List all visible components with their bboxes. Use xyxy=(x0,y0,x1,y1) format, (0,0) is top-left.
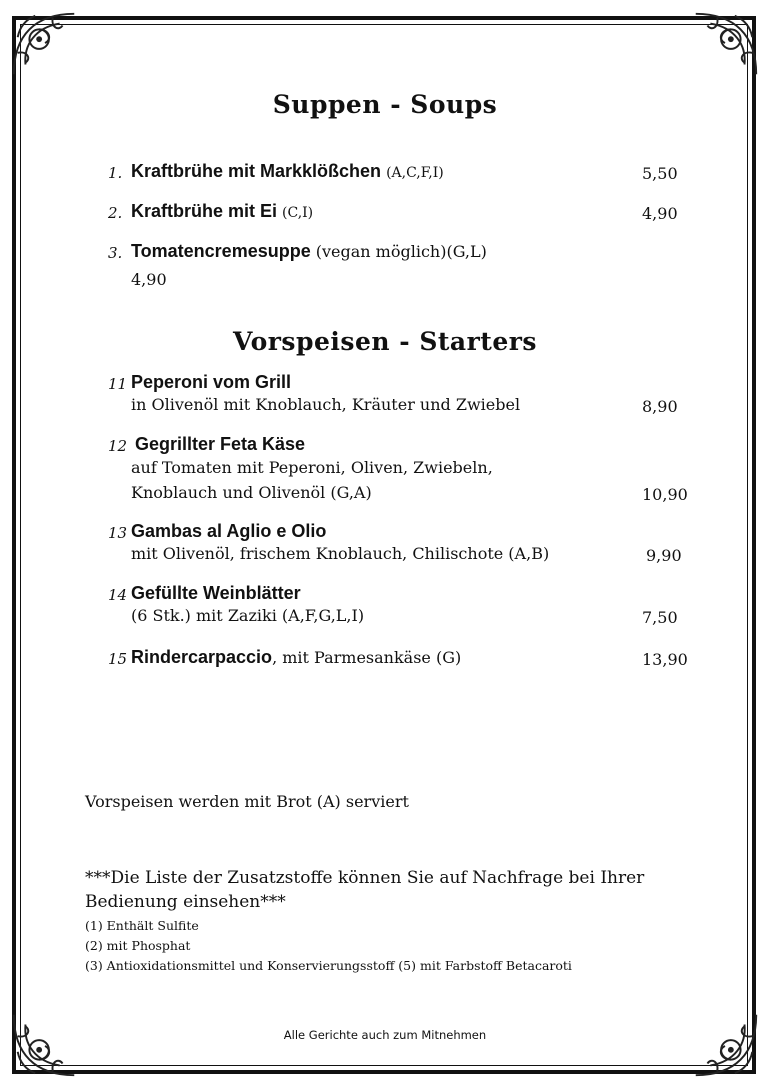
bread-note: Vorspeisen werden mit Brot (A) serviert xyxy=(85,792,409,811)
starter-13-name: Gambas al Aglio e Olio xyxy=(131,521,327,541)
starter-15-price: 13,90 xyxy=(642,650,688,669)
starter-11-description: in Olivenöl mit Knoblauch, Kräuter und Zwiebel xyxy=(131,395,521,414)
starter-14-name: Gefüllte Weinblätter xyxy=(131,583,301,603)
soup-1-name: Kraftbrühe mit Markklößchen (A,C,F,I) xyxy=(131,161,444,181)
ornament-corner-icon xyxy=(686,1005,764,1083)
starter-15-name: Rindercarpaccio, mit Parmesankäse (G) xyxy=(131,647,462,667)
ornament-corner-icon xyxy=(6,6,84,84)
starter-15-description: , mit Parmesankäse (G) xyxy=(272,648,462,667)
starter-14-price: 7,50 xyxy=(642,608,678,627)
takeaway-footer: Alle Gerichte auch zum Mitnehmen xyxy=(283,1028,487,1042)
soup-1-allergens: (A,C,F,I) xyxy=(386,165,444,181)
starter-11-price: 8,90 xyxy=(642,397,678,416)
starter-13-description: mit Olivenöl, frischem Knoblauch, Chilischote (A,B) xyxy=(131,544,550,563)
starter-12-description-line1: auf Tomaten mit Peperoni, Oliven, Zwiebeln, xyxy=(131,458,493,477)
starter-11-number: 11 xyxy=(108,375,128,393)
soup-2-price: 4,90 xyxy=(642,204,678,223)
starter-14-number: 14 xyxy=(108,586,128,604)
starter-13-number: 13 xyxy=(108,524,128,542)
starters-heading: Vorspeisen - Starters xyxy=(232,327,538,356)
ornament-corner-icon xyxy=(686,6,764,84)
starter-12-number: 12 xyxy=(108,437,128,455)
additives-note-line1: ***Die Liste der Zusatzstoffe können Sie auf Nachfrage bei Ihrer xyxy=(85,868,645,888)
starter-13-price: 9,90 xyxy=(646,546,682,565)
additives-note-line2: Bedienung einsehen*** xyxy=(85,892,286,912)
footnote-3: (3) Antioxidationsmittel und Konservierungsstoff (5) mit Farbstoff Betacaroti xyxy=(85,958,572,973)
starter-12-name: Gegrillter Feta Käse xyxy=(135,434,306,454)
soup-3-number: 3. xyxy=(108,244,123,262)
starter-14-description: (6 Stk.) mit Zaziki (A,F,G,L,I) xyxy=(131,606,365,625)
soup-3-name: Tomatencremesuppe (vegan möglich)(G,L) xyxy=(131,241,487,261)
starter-12-price: 10,90 xyxy=(642,485,688,504)
soup-3-price: 4,90 xyxy=(131,270,167,289)
footnote-2: (2) mit Phosphat xyxy=(85,938,191,953)
soups-heading: Suppen - Soups xyxy=(272,90,498,119)
soup-2-number: 2. xyxy=(108,204,123,222)
soup-2-name: Kraftbrühe mit Ei (C,I) xyxy=(131,201,314,221)
soup-3-allergens: (vegan möglich)(G,L) xyxy=(315,242,487,261)
soup-1-price: 5,50 xyxy=(642,164,678,183)
starter-15-number: 15 xyxy=(108,650,128,668)
starter-11-name: Peperoni vom Grill xyxy=(131,372,292,392)
starter-12-description-line2: Knoblauch und Olivenöl (G,A) xyxy=(131,483,372,502)
ornament-corner-icon xyxy=(6,1005,84,1083)
footnote-1: (1) Enthält Sulfite xyxy=(85,918,199,933)
soup-1-number: 1. xyxy=(108,164,123,182)
soup-2-allergens: (C,I) xyxy=(282,205,314,221)
